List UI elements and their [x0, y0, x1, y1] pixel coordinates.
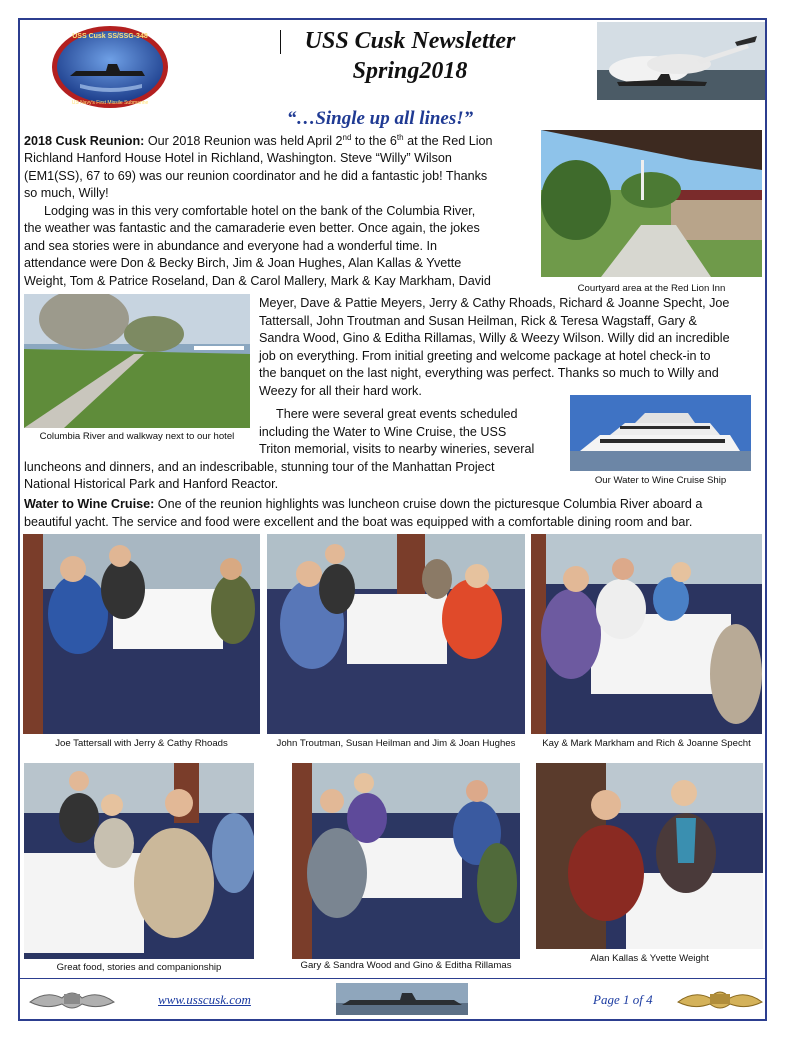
photo-4-caption: Great food, stories and companionship: [56, 962, 222, 973]
reunion-heading: 2018 Cusk Reunion:: [24, 134, 145, 148]
footer-divider: [20, 978, 765, 979]
missile-launch-photo: [597, 22, 765, 100]
cruise-heading: Water to Wine Cruise:: [24, 497, 155, 511]
logo-text-bottom: US Navy's First Missile Submarine: [71, 100, 149, 106]
line-10: Meyer, Dave & Pattie Meyers, Jerry & Cathy Rhoads, Richard & Joanne Specht, Joe: [259, 296, 730, 310]
line-17: including the Water to Wine Cruise, the USS: [259, 424, 507, 439]
line-12: Sandra Wood, Gino & Editha Rillamas, Willy & Weezy Wilson. Willy did an incredible: [259, 331, 730, 345]
group-photo-2: [267, 534, 525, 734]
river-walkway-photo: [24, 294, 250, 428]
logo-text-top: USS Cusk SS/SSG-348: [72, 33, 148, 40]
gold-dolphins-insignia-icon: [674, 982, 766, 1016]
group-photo-1: [23, 534, 260, 734]
cruise-ship-photo: [570, 395, 751, 471]
line-9: Weight, Tom & Patrice Roseland, Dan & Carol Mallery, Mark & Kay Markham, David: [24, 273, 491, 288]
river-caption: Columbia River and walkway next to our hotel: [39, 431, 235, 442]
line-2: Richland Hanford House Hotel in Richland, Washington. Steve “Willy” Wilson: [24, 151, 452, 165]
courtyard-photo: [541, 130, 762, 277]
group-photo-5: [292, 763, 520, 959]
dolphins-insignia-icon: [26, 984, 118, 1014]
line-16: There were several great events scheduled: [276, 407, 518, 421]
line-15: Weezy for all their hard work.: [259, 383, 422, 398]
group-photo-3: [531, 534, 762, 734]
line-14: the banquet on the last night, everything was perfect. Thanks so much to Willy and: [259, 366, 719, 380]
page-number: Page 1 of 4: [593, 992, 653, 1007]
group-photo-4: [24, 763, 254, 959]
title-line-1: USS Cusk Newsletter: [304, 28, 516, 54]
line-8: attendance were Don & Becky Birch, Jim & Joan Hughes, Alan Kallas & Yvette: [24, 256, 462, 270]
ship-caption: Our Water to Wine Cruise Ship: [594, 475, 727, 486]
submarine-photo: [336, 983, 468, 1015]
line-18: Triton memorial, visits to nearby wineries, several: [259, 442, 535, 456]
line-21: Water to Wine Cruise: One of the reunion highlights was luncheon cruise down the picturesque Columbia River aboard a: [24, 497, 703, 511]
courtyard-caption: Courtyard area at the Red Lion Inn: [577, 283, 726, 294]
line-6: the weather was fantastic and the camaraderie even better. Once again, the jokes: [24, 221, 480, 235]
photo-6-caption: Alan Kallas & Yvette Weight: [590, 953, 709, 964]
line-4: so much, Willy!: [24, 186, 109, 200]
title-line-2: Spring2018: [352, 58, 468, 84]
newsletter-subtitle: “…Single up all lines!”: [286, 108, 474, 129]
line-7: and sea stories were in abundance and everyone had a wonderful time. In: [24, 238, 438, 253]
photo-2-caption: John Troutman, Susan Heilman and Jim & Joan Hughes: [276, 738, 516, 749]
line-19: luncheons and dinners, and an indescribable, stunning tour of the Manhattan Project: [24, 459, 495, 474]
line-20: National Historical Park and Hanford Reactor.: [24, 477, 279, 491]
photo-5-caption: Gary & Sandra Wood and Gino & Editha Rillamas: [300, 960, 512, 971]
photo-1-caption: Joe Tattersall with Jerry & Cathy Rhoads: [55, 738, 228, 749]
line-5: Lodging was in this very comfortable hotel on the bank of the Columbia River,: [44, 203, 476, 218]
line-22: beautiful yacht. The service and food were excellent and the boat was equipped with a comfortable dining room and bar.: [24, 514, 693, 529]
newsletter-title: [280, 26, 540, 86]
uss-cusk-logo: [50, 24, 170, 110]
line-13: job on everything. From initial greeting and welcome package at hotel check-in to: [259, 348, 711, 363]
website-link[interactable]: www.usscusk.com: [158, 992, 251, 1007]
line-3: (EM1(SS), 67 to 69) was our reunion coordinator and he did a fantastic job! Thanks: [24, 168, 488, 183]
line-11: Tattersall, John Troutman and Susan Heilman, Rick & Teresa Wagstaff, Gary &: [259, 313, 697, 328]
photo-3-caption: Kay & Mark Markham and Rich & Joanne Specht: [542, 738, 751, 749]
group-photo-6: [536, 763, 763, 949]
line-1: 2018 Cusk Reunion: Our 2018 Reunion was held April 2nd to the 6th at the Red Lion: [24, 132, 493, 148]
